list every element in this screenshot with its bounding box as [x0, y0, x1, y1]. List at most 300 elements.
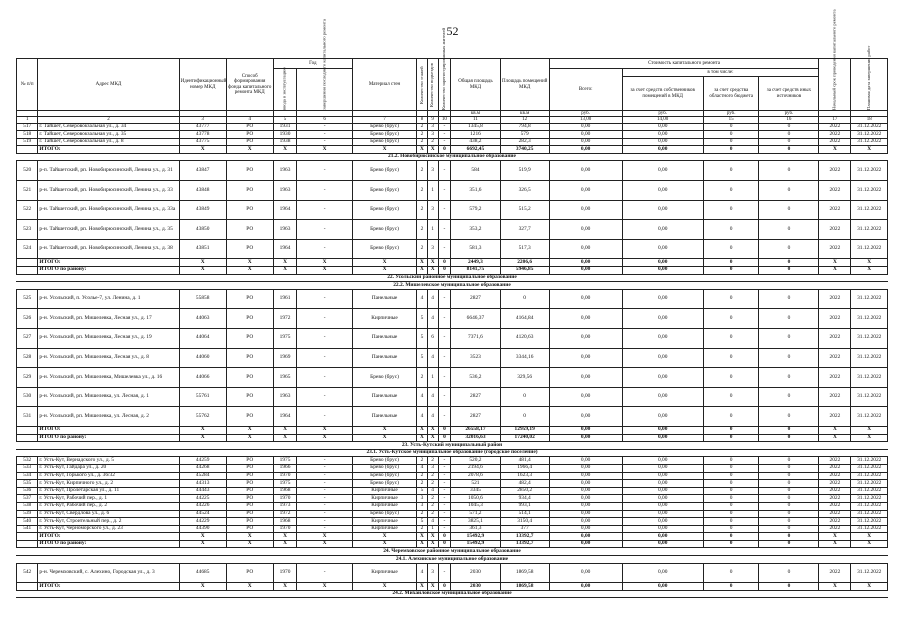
cost-own-cell: 0,00	[622, 329, 703, 349]
mkd-id-cell: 45284	[179, 472, 226, 480]
year-last-repair-cell: -	[297, 348, 353, 368]
address-cell: ИТОГО по району:	[38, 267, 179, 275]
col-cost-header: Стоимость капитального ремонта	[549, 59, 819, 69]
year-built-cell: 1970	[273, 495, 297, 503]
area-rooms-cell: 17240,02	[500, 434, 549, 442]
cost-other-cell: 0	[759, 518, 819, 526]
col-total-header: Всего:	[549, 69, 622, 111]
plan-date-cell: 31.12.2022	[851, 289, 888, 309]
plan-date-cell: 31.12.2022	[851, 480, 888, 488]
cost-other-cell: 0	[759, 123, 819, 131]
page-number: 52	[446, 24, 459, 38]
start-year-cell: X	[819, 540, 851, 548]
row-num-cell: 542	[17, 563, 38, 583]
cost-total-cell: 0,00	[549, 502, 622, 510]
mkd-id-cell: 43850	[179, 220, 226, 240]
fund-method-cell: РО	[226, 123, 273, 131]
year-last-repair-cell: -	[297, 407, 353, 427]
entrances-cell: X	[427, 533, 438, 541]
cost-total-cell: 0,00	[549, 434, 622, 442]
year-built-cell: 1963	[273, 220, 297, 240]
address-cell: г. Усть-Кут, Рабочий пер., д. 1	[38, 495, 179, 503]
entrances-cell: 2	[427, 457, 438, 465]
table-row	[17, 480, 888, 488]
unit-cell: руб.	[549, 111, 622, 117]
cost-total-cell: 0,00	[549, 518, 622, 526]
wall-material-cell: Брево (брус)	[352, 138, 416, 146]
cost-regional-cell: 0	[703, 518, 759, 526]
floors-cell: 2	[417, 457, 428, 465]
cost-own-cell: 0,00	[622, 200, 703, 220]
year-last-repair-cell: -	[297, 457, 353, 465]
table-row	[17, 309, 888, 329]
wall-material-cell: Панельные	[352, 329, 416, 349]
area-rooms-cell: 2850,2	[500, 487, 549, 495]
entrances-cell: 2	[427, 510, 438, 518]
area-rooms-cell: 0	[500, 387, 549, 407]
cost-own-cell: 0,00	[622, 220, 703, 240]
year-built-cell: 1972	[273, 510, 297, 518]
plan-date-cell: 31.12.2022	[851, 457, 888, 465]
cost-other-cell: 0	[759, 407, 819, 427]
cost-total-cell: 0,00	[549, 239, 622, 259]
fund-method-cell: РО	[226, 309, 273, 329]
cost-total-cell: 0,00	[549, 540, 622, 548]
floors-cell: 2	[417, 220, 428, 240]
cost-total-cell: 0,00	[549, 220, 622, 240]
start-year-cell: 2022	[819, 472, 851, 480]
year-built-cell: 1930	[273, 131, 297, 139]
wall-material-cell: Кирпичные	[352, 495, 416, 503]
area-total-cell: 521	[451, 480, 500, 488]
year-last-repair-cell: X	[297, 426, 353, 434]
cost-other-cell: 0	[759, 161, 819, 181]
section-heading: 24.2. Михайловское муниципальное образование	[17, 590, 888, 598]
year-last-repair-cell: -	[297, 387, 353, 407]
col-floors-header: Количество этажей	[417, 59, 428, 111]
wall-material-cell: Панельные	[352, 348, 416, 368]
cost-own-cell: 0,00	[622, 161, 703, 181]
table-row	[17, 464, 888, 472]
mkd-id-cell: X	[179, 434, 226, 442]
year-built-cell: 1964	[273, 200, 297, 220]
cost-own-cell: 0,00	[622, 181, 703, 201]
colnum-cell: 2	[38, 117, 179, 123]
mkd-id-cell: 44268	[179, 464, 226, 472]
area-total-cell: 32016,63	[451, 434, 500, 442]
area-total-cell: 1216	[451, 131, 500, 139]
colnum-cell: 12	[500, 117, 549, 123]
address-cell: р-н. Усольский, рп. Мишелевка, ул. Лесная, д. 2	[38, 407, 179, 427]
residents-cell: -	[438, 161, 451, 181]
wall-material-cell: Брево (брус)	[352, 472, 416, 480]
start-year-cell: X	[819, 146, 851, 154]
area-total-cell: 2827	[451, 407, 500, 427]
cost-total-cell: 0,00	[549, 289, 622, 309]
wall-material-cell: Брево (брус)	[352, 368, 416, 388]
row-num-cell: 538	[17, 502, 38, 510]
start-year-cell: 2022	[819, 181, 851, 201]
cost-own-cell: 0,00	[622, 533, 703, 541]
table-row	[17, 181, 888, 201]
entrances-cell: 1	[427, 368, 438, 388]
row-num-cell	[17, 533, 38, 541]
cost-own-cell: 0,00	[622, 583, 703, 591]
plan-date-cell: 31.12.2022	[851, 220, 888, 240]
colnum-cell: 18	[851, 117, 888, 123]
cost-regional-cell: 0	[703, 502, 759, 510]
area-total-cell: 15492,9	[451, 540, 500, 548]
cost-other-cell: 0	[759, 267, 819, 275]
residents-cell: -	[438, 518, 451, 526]
area-rooms-cell: 326,5	[500, 181, 549, 201]
cost-other-cell: 0	[759, 181, 819, 201]
row-num-cell: 527	[17, 329, 38, 349]
area-total-cell: 579,2	[451, 200, 500, 220]
floors-cell: X	[417, 533, 428, 541]
start-year-cell: X	[819, 434, 851, 442]
cost-regional-cell: 0	[703, 487, 759, 495]
start-year-cell: 2022	[819, 309, 851, 329]
entrances-cell: 3	[427, 200, 438, 220]
fund-method-cell: X	[226, 434, 273, 442]
mkd-id-cell: 44225	[179, 495, 226, 503]
floors-cell: 4	[417, 464, 428, 472]
year-built-cell: 1964	[273, 239, 297, 259]
year-last-repair-cell: -	[297, 123, 353, 131]
year-last-repair-cell: -	[297, 525, 353, 533]
table-row	[17, 200, 888, 220]
address-cell: р-н. Тайшетский, рп. Новобирюсинский, Ленина ул., д. 33	[38, 181, 179, 201]
fund-method-cell: РО	[226, 510, 273, 518]
area-total-cell: 536,2	[451, 368, 500, 388]
cost-total-cell: 0,00	[549, 309, 622, 329]
capital-repair-register-table	[16, 9, 888, 598]
area-total-cell: 571,2	[451, 510, 500, 518]
start-year-cell: 2022	[819, 123, 851, 131]
floors-cell: 2	[417, 472, 428, 480]
entrances-cell: X	[427, 540, 438, 548]
plan-date-cell: X	[851, 434, 888, 442]
row-num-cell: 519	[17, 138, 38, 146]
colnum-cell: 9	[427, 117, 438, 123]
cost-own-cell: 0,00	[622, 426, 703, 434]
table-row	[17, 510, 888, 518]
floors-cell: 5	[417, 518, 428, 526]
area-total-cell: 2194,6	[451, 464, 500, 472]
plan-date-cell: 31.12.2022	[851, 200, 888, 220]
wall-material-cell: Кирпичные	[352, 518, 416, 526]
unit-cell: руб.	[622, 111, 703, 117]
cost-total-cell: 0,00	[549, 583, 622, 591]
start-year-cell: X	[819, 533, 851, 541]
residents-cell: 0	[438, 540, 451, 548]
plan-date-cell: 31.12.2022	[851, 518, 888, 526]
floors-cell: 5	[417, 348, 428, 368]
plan-date-cell: X	[851, 267, 888, 275]
row-num-cell: 535	[17, 480, 38, 488]
floors-cell: X	[417, 426, 428, 434]
year-built-cell: X	[273, 267, 297, 275]
cost-total-cell: 0,00	[549, 510, 622, 518]
cost-other-cell: 0	[759, 495, 819, 503]
col-area-rooms-header: Площадь помещений МКД	[500, 59, 549, 111]
floors-cell: 2	[417, 123, 428, 131]
cost-other-cell: 0	[759, 220, 819, 240]
entrances-cell: 4	[427, 387, 438, 407]
plan-date-cell: 31.12.2022	[851, 464, 888, 472]
address-cell: р-н. Черемховский, с. Алехино, Городская ул., д. 3	[38, 563, 179, 583]
table-row	[17, 138, 888, 146]
year-last-repair-cell: -	[297, 161, 353, 181]
residents-cell: -	[438, 138, 451, 146]
cost-total-cell: 0,00	[549, 368, 622, 388]
colnum-cell: 8	[417, 117, 428, 123]
cost-other-cell: 0	[759, 533, 819, 541]
section-heading: 22. Усольский районное муниципальное образование	[17, 274, 888, 282]
mkd-id-cell: 44229	[179, 518, 226, 526]
cost-regional-cell: 0	[703, 407, 759, 427]
wall-material-cell: X	[352, 267, 416, 275]
area-total-cell: 2078,6	[451, 472, 500, 480]
cost-regional-cell: 0	[703, 368, 759, 388]
wall-material-cell: Брево (брус)	[352, 200, 416, 220]
start-year-cell: 2022	[819, 502, 851, 510]
address-cell: р-н. Усольский, рп. Мишелевка, Лесная ул., д. 19	[38, 329, 179, 349]
area-rooms-cell: 1623,3	[500, 472, 549, 480]
cost-total-cell: 0,00	[549, 426, 622, 434]
entrances-cell: 4	[427, 518, 438, 526]
cost-other-cell: 0	[759, 525, 819, 533]
area-rooms-cell: 5946,85	[500, 267, 549, 275]
floors-cell: 2	[417, 131, 428, 139]
entrances-cell: 1	[427, 181, 438, 201]
residents-cell: -	[438, 480, 451, 488]
year-built-cell: 1968	[273, 487, 297, 495]
entrances-cell: 1	[427, 220, 438, 240]
mkd-id-cell: 43848	[179, 181, 226, 201]
row-num-cell	[17, 434, 38, 442]
year-last-repair-cell: -	[297, 518, 353, 526]
year-last-repair-cell: -	[297, 502, 353, 510]
table-row	[17, 387, 888, 407]
year-last-repair-cell: -	[297, 329, 353, 349]
table-row	[17, 123, 888, 131]
table-row	[17, 563, 888, 583]
mkd-id-cell: 44524	[179, 510, 226, 518]
plan-date-cell: 31.12.2022	[851, 502, 888, 510]
year-built-cell: X	[273, 146, 297, 154]
mkd-id-cell: 44685	[179, 563, 226, 583]
start-year-cell: 2022	[819, 487, 851, 495]
year-last-repair-cell: -	[297, 563, 353, 583]
entrances-cell: 4	[427, 309, 438, 329]
cost-other-cell: 0	[759, 289, 819, 309]
plan-date-cell: 31.12.2022	[851, 181, 888, 201]
area-rooms-cell: 934,4	[500, 495, 549, 503]
table-row	[17, 495, 888, 503]
cost-other-cell: 0	[759, 426, 819, 434]
start-year-cell: 2022	[819, 289, 851, 309]
section-heading-row	[17, 153, 888, 161]
cost-total-cell: 0,00	[549, 259, 622, 267]
cost-total-cell: 0,00	[549, 533, 622, 541]
cost-regional-cell: 0	[703, 510, 759, 518]
residents-cell: -	[438, 289, 451, 309]
cost-total-cell: 0,00	[549, 161, 622, 181]
address-cell: г. Усть-Кут, Горького ул., д. 36/32	[38, 472, 179, 480]
fund-method-cell: X	[226, 533, 273, 541]
residents-cell: -	[438, 487, 451, 495]
mkd-id-cell: 44064	[179, 329, 226, 349]
cost-own-cell: 0,00	[622, 518, 703, 526]
cost-regional-cell: 0	[703, 220, 759, 240]
wall-material-cell: Кирпичные	[352, 487, 416, 495]
col-id-header: Идентификационный номер МКД	[179, 59, 226, 111]
cost-regional-cell: 0	[703, 533, 759, 541]
mkd-id-cell: 55762	[179, 407, 226, 427]
floors-cell: 2	[417, 161, 428, 181]
col-num-header: № п/п	[17, 59, 38, 111]
floors-cell: 3	[417, 495, 428, 503]
cost-regional-cell: 0	[703, 464, 759, 472]
plan-date-cell: 31.12.2022	[851, 487, 888, 495]
col-regional-header: за счет средства областного бюджета	[703, 77, 759, 111]
table-row	[17, 348, 888, 368]
plan-date-cell: 31.12.2022	[851, 510, 888, 518]
address-cell: ИТОГО:	[38, 146, 179, 154]
area-rooms-cell: 1869,58	[500, 563, 549, 583]
entrances-cell: 4	[427, 407, 438, 427]
row-num-cell: 526	[17, 309, 38, 329]
table-row	[17, 220, 888, 240]
wall-material-cell: Брево (брус)	[352, 480, 416, 488]
cost-regional-cell: 0	[703, 131, 759, 139]
cost-own-cell: 0,00	[622, 563, 703, 583]
year-built-cell: 1963	[273, 181, 297, 201]
area-rooms-cell: 2206,6	[500, 259, 549, 267]
year-built-cell: 1965	[273, 368, 297, 388]
cost-other-cell: 0	[759, 583, 819, 591]
cost-own-cell: 0,00	[622, 348, 703, 368]
area-total-cell: 26558,17	[451, 426, 500, 434]
cost-own-cell: 0,00	[622, 472, 703, 480]
entrances-cell: 2	[427, 480, 438, 488]
cost-regional-cell: 0	[703, 563, 759, 583]
cost-own-cell: 0,00	[622, 487, 703, 495]
col-year-header: Год	[273, 59, 352, 69]
floors-cell: 2	[417, 480, 428, 488]
cost-other-cell: 0	[759, 387, 819, 407]
cost-other-cell: 0	[759, 239, 819, 259]
floors-cell: 2	[417, 200, 428, 220]
area-rooms-cell: 13392,7	[500, 540, 549, 548]
year-built-cell: 1970	[273, 563, 297, 583]
area-rooms-cell: 329,56	[500, 368, 549, 388]
fund-method-cell: X	[226, 259, 273, 267]
cost-regional-cell: 0	[703, 200, 759, 220]
cost-total-cell: 0,00	[549, 200, 622, 220]
residents-cell: 0	[438, 533, 451, 541]
mkd-id-cell: X	[179, 533, 226, 541]
row-num-cell: 533	[17, 464, 38, 472]
col-entrances-header: Количество подъездов	[427, 59, 438, 111]
fund-method-cell: РО	[226, 563, 273, 583]
entrances-cell: 2	[427, 138, 438, 146]
col-year-last-header: завершения последнего капитального ремонта	[297, 69, 353, 111]
area-rooms-cell: 1869,58	[500, 583, 549, 591]
area-total-cell: 8141,75	[451, 267, 500, 275]
cost-own-cell: 0,00	[622, 540, 703, 548]
address-cell: ИТОГО:	[38, 426, 179, 434]
entrances-cell: X	[427, 146, 438, 154]
cost-total-cell: 0,00	[549, 329, 622, 349]
cost-own-cell: 0,00	[622, 525, 703, 533]
area-rooms-cell: 794,8	[500, 123, 549, 131]
plan-date-cell: 31.12.2022	[851, 138, 888, 146]
cost-regional-cell: 0	[703, 239, 759, 259]
address-cell: р-н. Усольский, рп. Мишелевка, ул. Лесная, д. 1	[38, 387, 179, 407]
mkd-id-cell: 44313	[179, 480, 226, 488]
cost-total-cell: 0,00	[549, 267, 622, 275]
wall-material-cell: Брево (брус)	[352, 161, 416, 181]
table-row	[17, 289, 888, 309]
floors-cell: 2	[417, 239, 428, 259]
mkd-id-cell: 43777	[179, 123, 226, 131]
cost-own-cell: 0,00	[622, 259, 703, 267]
wall-material-cell: Панельные	[352, 407, 416, 427]
floors-cell: 2	[417, 181, 428, 201]
plan-date-cell: 31.12.2022	[851, 495, 888, 503]
residents-cell: -	[438, 181, 451, 201]
col-method-header: Способ формирования фонда капитального ремонта МКД	[226, 59, 273, 111]
section-heading: 23.1. Усть-Кутское муниципальное образование (городское поселение)	[17, 449, 888, 457]
year-built-cell: 1970	[273, 525, 297, 533]
year-last-repair-cell: X	[297, 267, 353, 275]
year-last-repair-cell: -	[297, 480, 353, 488]
wall-material-cell: Брево (брус)	[352, 181, 416, 201]
cost-own-cell: 0,00	[622, 434, 703, 442]
cost-total-cell: 0,00	[549, 457, 622, 465]
cost-total-cell: 0,00	[549, 123, 622, 131]
entrances-cell: 2	[427, 502, 438, 510]
cost-total-cell: 0,00	[549, 181, 622, 201]
section-heading-row	[17, 274, 888, 282]
table-row	[17, 487, 888, 495]
mkd-id-cell: X	[179, 267, 226, 275]
cost-regional-cell: 0	[703, 583, 759, 591]
section-heading-row	[17, 590, 888, 598]
year-built-cell: 1975	[273, 457, 297, 465]
mkd-id-cell: 44443	[179, 487, 226, 495]
wall-material-cell: X	[352, 540, 416, 548]
cost-regional-cell: 0	[703, 309, 759, 329]
year-last-repair-cell: -	[297, 289, 353, 309]
unit-cell: руб.	[703, 111, 759, 117]
area-rooms-cell: 993,1	[500, 502, 549, 510]
area-total-cell: 438,2	[451, 138, 500, 146]
cost-regional-cell: 0	[703, 146, 759, 154]
residents-cell: -	[438, 495, 451, 503]
mkd-id-cell: X	[179, 426, 226, 434]
area-rooms-cell: 3344,16	[500, 348, 549, 368]
year-last-repair-cell: -	[297, 181, 353, 201]
cost-other-cell: 0	[759, 200, 819, 220]
cost-regional-cell: 0	[703, 480, 759, 488]
fund-method-cell: РО	[226, 200, 273, 220]
cost-regional-cell: 0	[703, 181, 759, 201]
cost-other-cell: 0	[759, 457, 819, 465]
